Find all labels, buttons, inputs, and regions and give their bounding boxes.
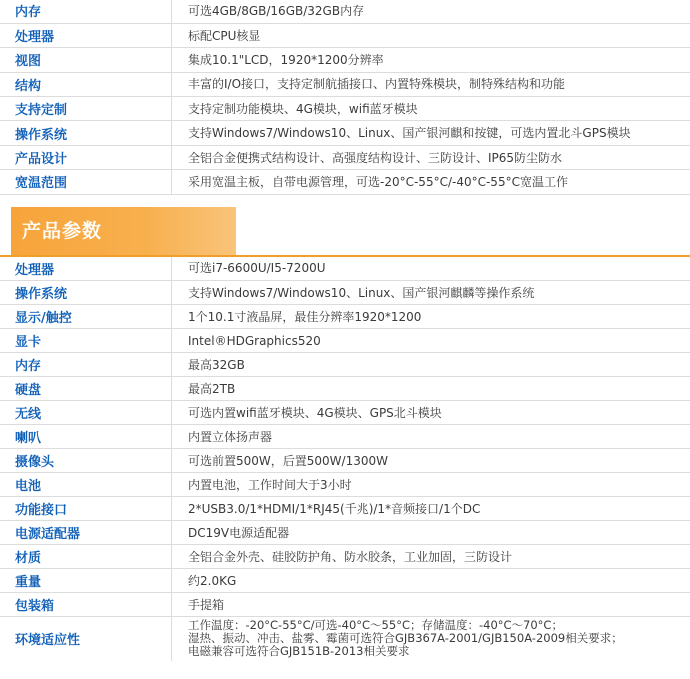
row-label: 内存 xyxy=(0,0,172,23)
row-label: 处理器 xyxy=(0,257,172,281)
row-value: 约2.0KG xyxy=(188,573,237,588)
row-label: 产品设计 xyxy=(0,145,172,169)
table-row xyxy=(0,593,690,617)
row-value: 全铝合金便携式结构设计、高强度结构设计、三防设计、IP65防尘防水 xyxy=(188,150,563,165)
row-label: 显示/触控 xyxy=(0,305,172,329)
environment-line: 电磁兼容可选符合GJB151B-2013相关要求 xyxy=(188,644,410,659)
row-label: 操作系统 xyxy=(0,121,172,145)
row-value: 内置立体扬声器 xyxy=(188,429,273,444)
table-row xyxy=(0,497,690,521)
table-row xyxy=(0,449,690,473)
row-value: 丰富的I/O接口，支持定制航插接口、内置特殊模块，制特殊结构和功能 xyxy=(188,77,566,92)
parameters-table xyxy=(0,257,690,661)
row-value: 全铝合金外壳、硅胶防护角、防水胶条，工业加固，三防设计 xyxy=(188,549,513,564)
row-label: 无线 xyxy=(0,401,172,425)
table-row xyxy=(0,281,690,305)
row-label: 内存 xyxy=(0,353,172,377)
row-value: 可选内置wifi蓝牙模块、4G模块、GPS北斗模块 xyxy=(188,405,442,420)
row-value: 支持定制功能模块、4G模块，wifi蓝牙模块 xyxy=(188,101,418,116)
row-label: 环境适应性 xyxy=(0,617,172,661)
table-row xyxy=(0,170,690,194)
table-row xyxy=(0,257,690,281)
table-row xyxy=(0,521,690,545)
row-label: 结构 xyxy=(0,72,172,96)
row-value: 内置电池，工作时间大于3小时 xyxy=(188,477,352,492)
table-row xyxy=(0,72,690,96)
table-row xyxy=(0,121,690,145)
row-label: 处理器 xyxy=(0,23,172,47)
section-header xyxy=(0,205,690,257)
environment-line: 湿热、振动、冲击、盐雾、霉菌可选符合GJB367A-2001/GJB150A-2009相关要求； xyxy=(188,631,623,646)
table-row xyxy=(0,401,690,425)
row-label: 材质 xyxy=(0,545,172,569)
table-row xyxy=(0,425,690,449)
row-label: 宽温范围 xyxy=(0,170,172,194)
row-value: 可选前置500W，后置500W/1300W xyxy=(188,453,388,468)
row-value: 最高32GB xyxy=(188,357,245,372)
row-label: 电池 xyxy=(0,473,172,497)
table-row xyxy=(0,23,690,47)
table-row xyxy=(0,48,690,72)
row-label: 包装箱 xyxy=(0,593,172,617)
row-value: 可选4GB/8GB/16GB/32GB内存 xyxy=(188,3,365,18)
row-label: 摄像头 xyxy=(0,449,172,473)
row-label: 视图 xyxy=(0,48,172,72)
table-row xyxy=(0,545,690,569)
table-row xyxy=(0,329,690,353)
row-label: 电源适配器 xyxy=(0,521,172,545)
features-table xyxy=(0,0,690,195)
table-row xyxy=(0,0,690,23)
row-label: 功能接口 xyxy=(0,497,172,521)
row-value: 最高2TB xyxy=(188,381,236,396)
row-value: 集成10.1"LCD，1920*1200分辨率 xyxy=(188,52,384,67)
table-row xyxy=(0,353,690,377)
environment-row xyxy=(0,617,690,661)
table-row xyxy=(0,97,690,121)
table-row xyxy=(0,569,690,593)
table-row xyxy=(0,377,690,401)
row-label: 显卡 xyxy=(0,329,172,353)
row-label: 硬盘 xyxy=(0,377,172,401)
row-value: 手提箱 xyxy=(188,597,225,612)
section-title: 产品参数 xyxy=(11,207,236,255)
table-row xyxy=(0,145,690,169)
row-value: DC19V电源适配器 xyxy=(188,525,290,540)
row-label: 支持定制 xyxy=(0,97,172,121)
row-value: 标配CPU核显 xyxy=(188,28,261,43)
row-value: 支持Windows7/Windows10、Linux、国产银河麒麟等操作系统 xyxy=(188,285,535,300)
row-value: 可选i7-6600U/I5-7200U xyxy=(188,261,326,276)
row-value: 1个10.1寸液晶屏，最佳分辨率1920*1200 xyxy=(188,309,422,324)
row-value: 支持Windows7/Windows10、Linux、国产银河麒和按键，可选内置北斗GPS模块 xyxy=(188,126,631,141)
table-row xyxy=(0,305,690,329)
row-label: 重量 xyxy=(0,569,172,593)
row-value: 采用宽温主板，自带电源管理，可选-20°C-55°C/-40°C-55°C宽温工作 xyxy=(188,174,568,189)
row-value: Intel®HDGraphics520 xyxy=(188,333,321,348)
environment-line: 工作温度：-20°C-55°C/可选-40°C～55°C；存储温度：-40°C～70°C； xyxy=(188,618,563,633)
table-row xyxy=(0,473,690,497)
row-label: 喇叭 xyxy=(0,425,172,449)
environment-value xyxy=(172,617,690,661)
row-value: 2*USB3.0/1*HDMI/1*RJ45(千兆)/1*音频接口/1个DC xyxy=(188,501,481,516)
row-label: 操作系统 xyxy=(0,281,172,305)
